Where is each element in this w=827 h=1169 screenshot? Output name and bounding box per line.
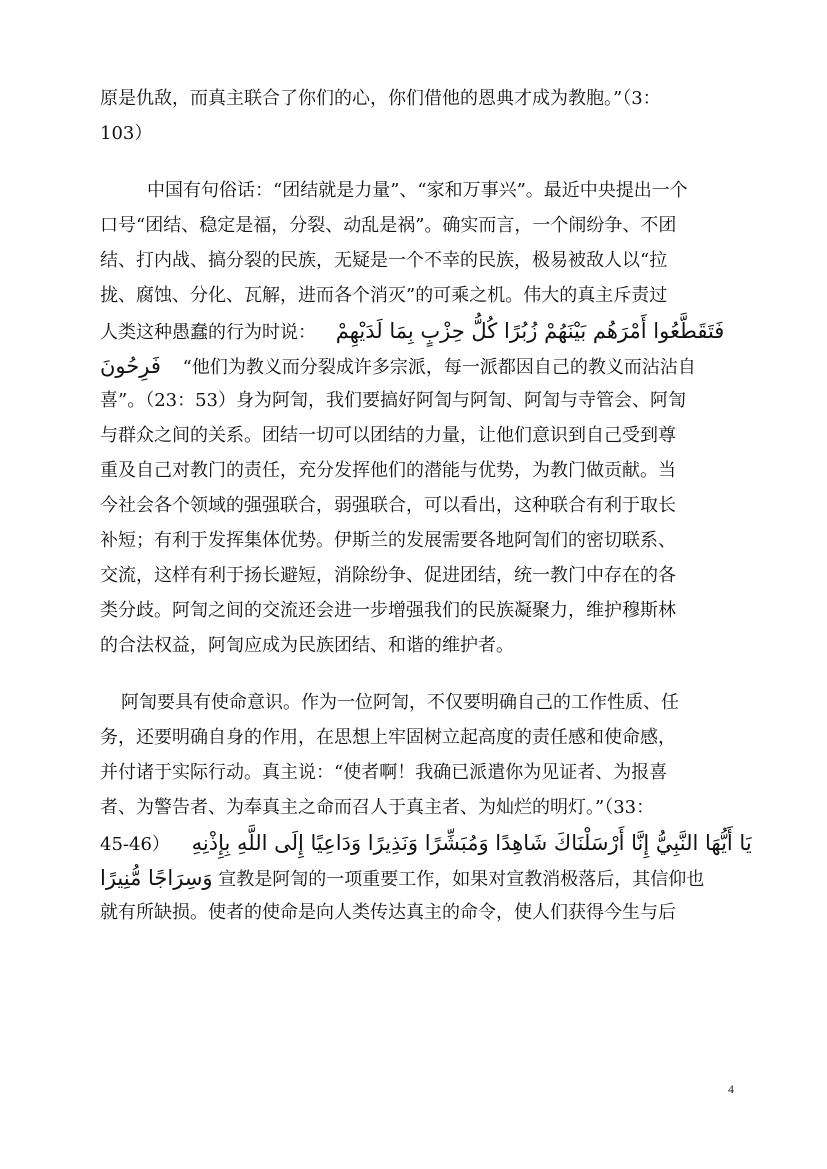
p3-line-5 <box>100 831 752 857</box>
p2-line-5-arabic-verse: فَتَقَطَّعُوا أَمْرَهُم بَيْنَهُمْ زُبُرًا كُلُّ حِزْبٍ بِمَا لَدَيْهِمْ <box>335 319 725 343</box>
p2-line-7: 喜”。（23：53）身为阿訇，我们要搞好阿訇与阿訇、阿訇与寺管会、阿訇 <box>100 390 687 411</box>
p2-line-3: 结、打内战、搞分裂的民族，无疑是一个不幸的民族，极易被敌人以“拉 <box>100 250 668 271</box>
p3-line-5-text: 45-46） <box>100 834 170 855</box>
p2-line-14: 的合法权益，阿訇应成为民族团结、和谐的维护者。 <box>100 635 514 656</box>
p2-line-6-text: “他们为教义而分裂成许多宗派，每一派都因自己的教义而沾沾自 <box>182 357 696 378</box>
p2-line-9: 重及自己对教门的责任，充分发挥他们的潜能与优势，为教门做贡献。当 <box>100 460 676 481</box>
page-number: 4 <box>728 1082 734 1096</box>
p3-line-7: 就有所缺损。使者的使命是向人类传达真主的命令，使人们获得今生与后 <box>100 902 676 923</box>
p3-line-5-arabic-verse: يَا أَيُّهَا النَّبِيُّ إِنَّا أَرْسَلْنَاكَ شَاهِدًا وَمُبَشِّرًا وَنَذِيرًا وَدَاعِيًا إِلَى اللَّهِ بِإِذْنِهِ <box>191 831 752 855</box>
p2-line-6-arabic-verse: فَرِحُونَ <box>100 354 161 378</box>
p2-line-8: 与群众之间的关系。团结一切可以团结的力量，让他们意识到自己受到尊 <box>100 425 676 446</box>
p3-line-6 <box>100 866 740 892</box>
p2-line-6 <box>100 354 740 380</box>
p3-line-1: 阿訇要具有使命意识。作为一位阿訇，不仅要明确自己的工作性质、任 <box>121 692 679 713</box>
p2-line-10: 今社会各个领域的强强联合，弱强联合，可以看出，这种联合有利于取长 <box>100 495 676 516</box>
p2-line-4: 拢、腐蚀、分化、瓦解，进而各个消灭”的可乘之机。伟大的真主斥责过 <box>100 285 668 306</box>
p2-line-1: 中国有句俗话：“团结就是力量”、“家和万事兴”。最近中央提出一个 <box>147 180 688 201</box>
p1-line-2: 103） <box>100 123 153 144</box>
p1-line-1: 原是仇敌，而真主联合了你们的心，你们借他的恩典才成为教胞。”（3： <box>100 88 661 109</box>
p2-line-11: 补短；有利于发挥集体优势。伊斯兰的发展需要各地阿訇们的密切联系、 <box>100 530 676 551</box>
p3-line-4: 者、为警告者、为奉真主之命而召人于真主者、为灿烂的明灯。”（33： <box>100 797 655 818</box>
p2-line-2: 口号“团结、稳定是福，分裂、动乱是祸”。确实而言，一个闹纷争、不团 <box>100 215 677 236</box>
p3-line-6-arabic-verse: وَسِرَاجًا مُّنِيرًا <box>100 866 213 890</box>
p3-line-2: 务，还要明确自身的作用，在思想上牢固树立起高度的责任感和使命感， <box>100 727 676 748</box>
p2-line-13: 类分歧。阿訇之间的交流还会进一步增强我们的民族凝聚力，维护穆斯林 <box>100 600 676 621</box>
p2-line-5 <box>100 319 740 345</box>
p3-line-3: 并付诸于实际行动。真主说：“使者啊！我确已派遣你为见证者、为报喜 <box>100 762 668 783</box>
p2-line-5-text: 人类这种愚蠢的行为时说： <box>100 322 316 343</box>
p3-line-6-text: 宣教是阿訇的一项重要工作，如果对宣教消极落后，其信仰也 <box>218 869 705 890</box>
p2-line-12: 交流，这样有利于扬长避短，消除纷争、促进团结，统一教门中存在的各 <box>100 565 676 586</box>
